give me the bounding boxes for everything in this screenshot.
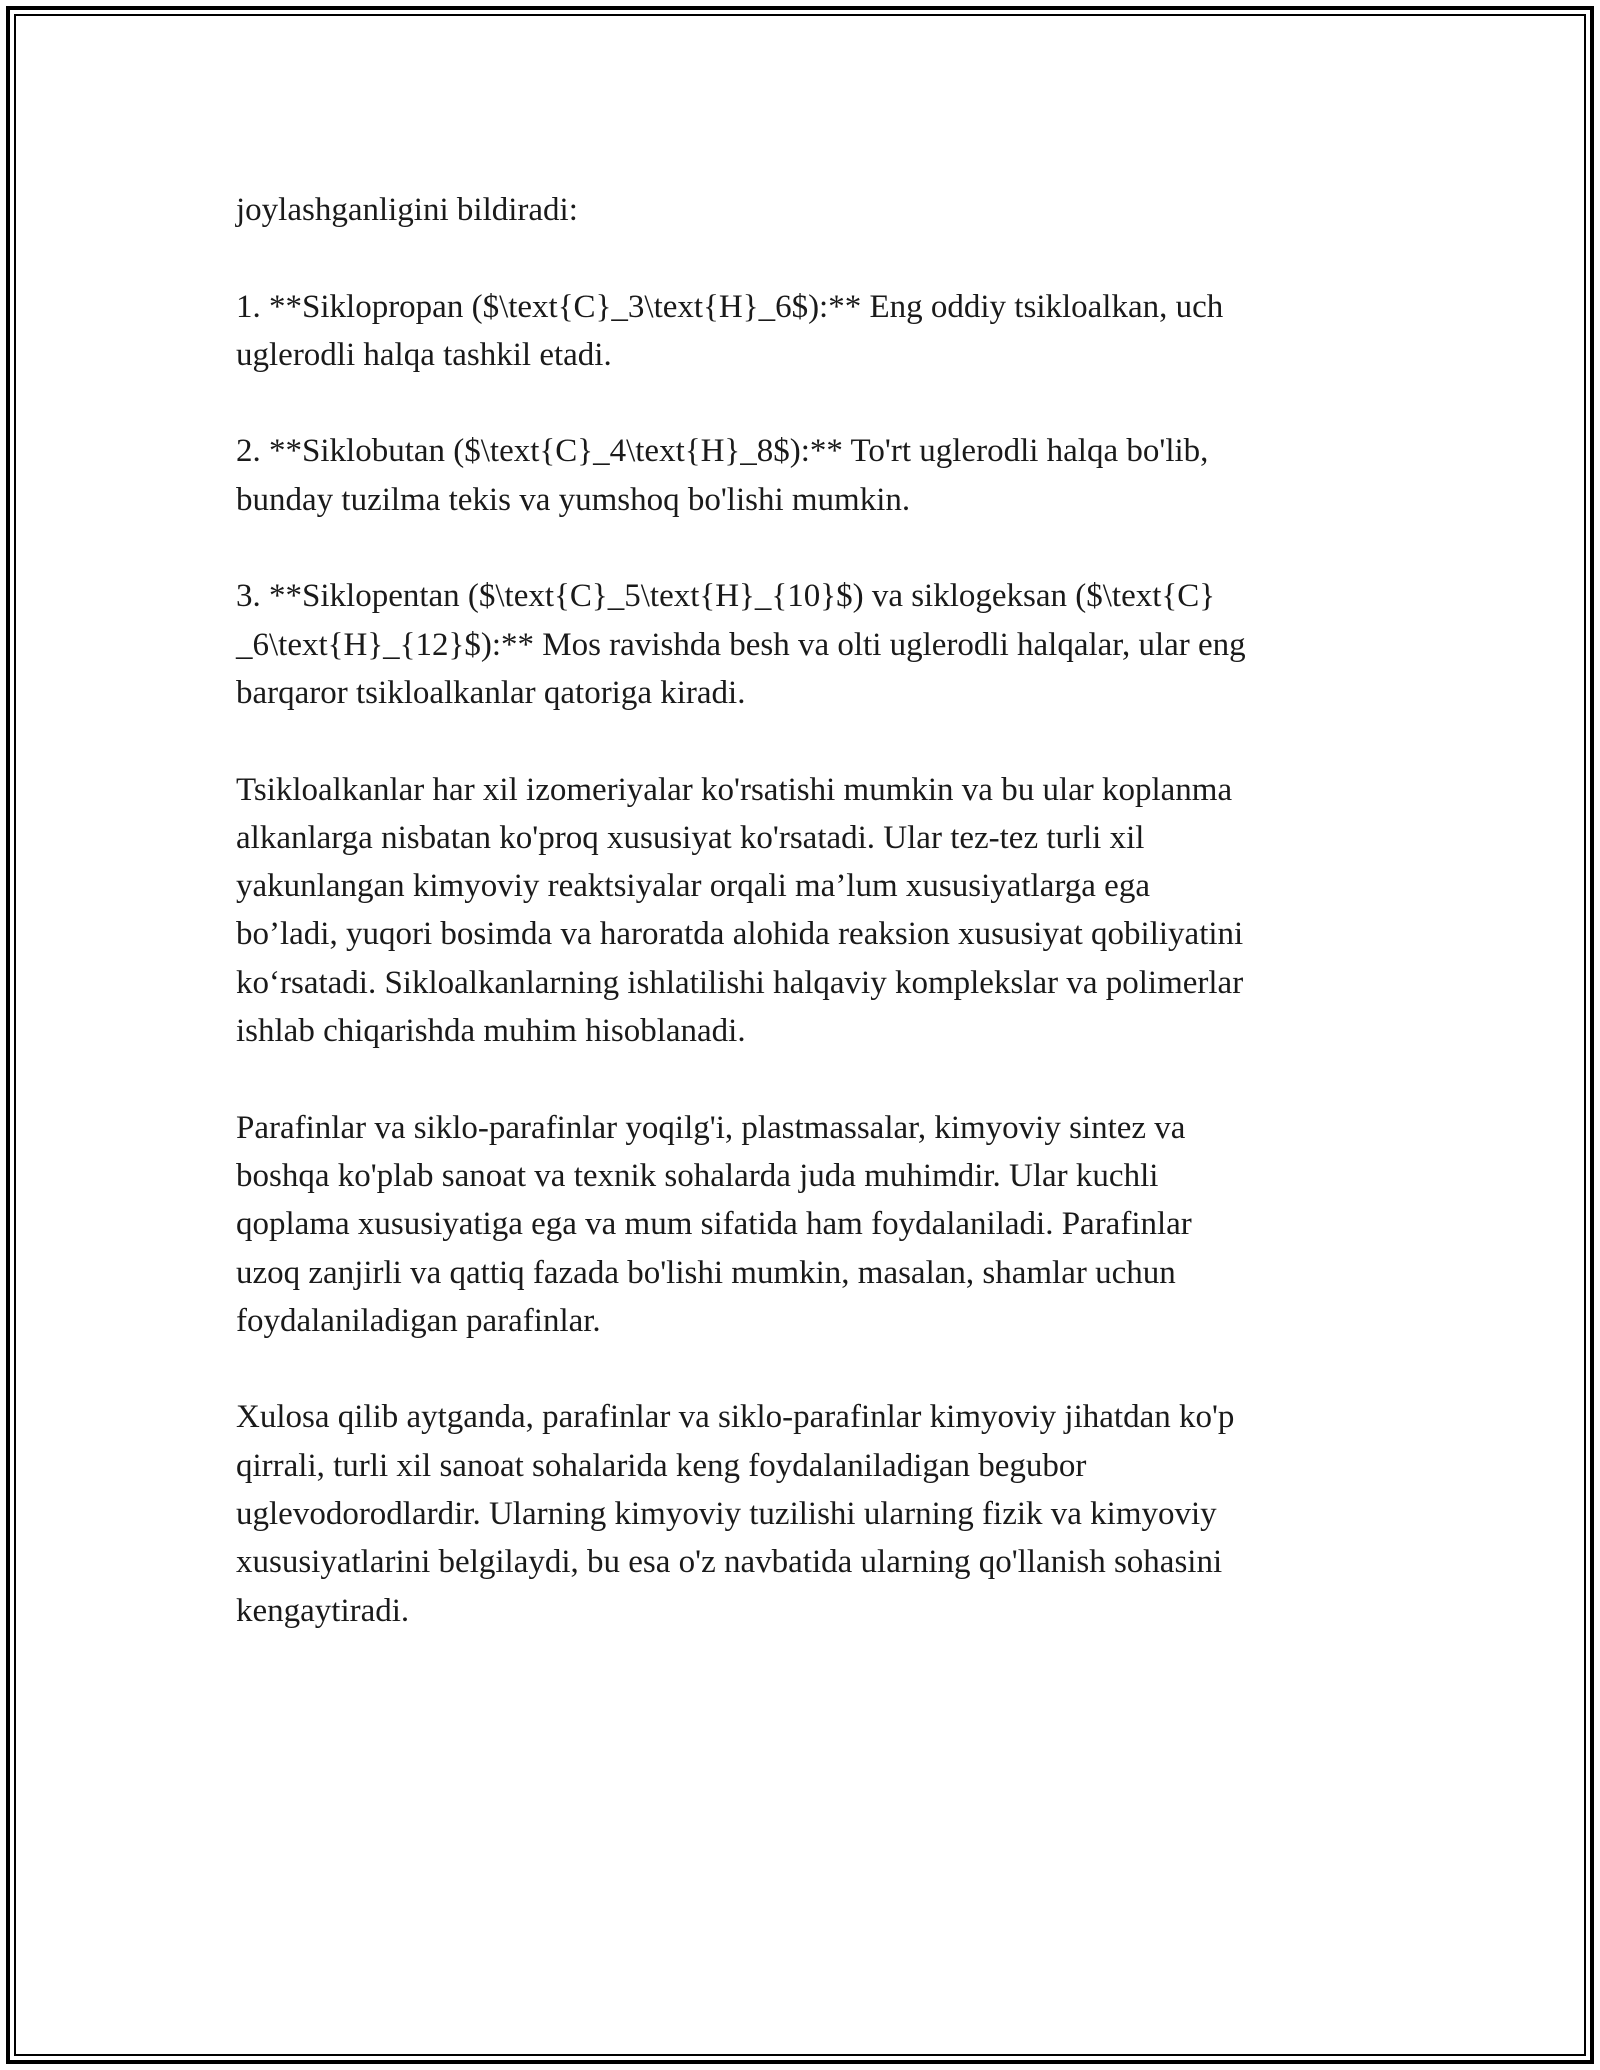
text-line: Parafinlar va siklo-parafinlar yoqilg'i, plastmassalar, kimyoviy sintez va xyxy=(236,1109,1186,1146)
text-line: barqaror tsikloalkanlar qatoriga kiradi. xyxy=(236,674,746,711)
text-line: qirrali, turli xil sanoat sohalarida keng foydalaniladigan begubor xyxy=(236,1447,1087,1484)
text-line: ishlab chiqarishda muhim hisoblanadi. xyxy=(236,1013,746,1050)
text-line: ko‘rsatadi. Sikloalkanlarning ishlatilishi halqaviy komplekslar va polimerlar xyxy=(236,964,1244,1001)
text-line: 1. **Siklopropan ($\text{C}_3\text{H}_6$):** Eng oddiy tsikloalkan, uch xyxy=(236,288,1224,325)
paragraph-intro xyxy=(236,186,1366,234)
text-line: boshqa ko'plab sanoat va texnik sohalarda juda muhimdir. Ular kuchli xyxy=(236,1157,1159,1194)
text-line: _6\text{H}_{12}$):** Mos ravishda besh va olti uglerodli halqalar, ular eng xyxy=(236,626,1246,663)
text-line: xususiyatlarini belgilaydi, bu esa o'z navbatida ularning qo'llanish sohasini xyxy=(236,1544,1223,1581)
text-line: kengaytiradi. xyxy=(236,1592,410,1629)
text-line: uglevodorodlardir. Ularning kimyoviy tuzilishi ularning fizik va kimyoviy xyxy=(236,1496,1217,1533)
text-line: 3. **Siklopentan ($\text{C}_5\text{H}_{10}$) va siklogeksan ($\text{C} xyxy=(236,578,1216,615)
text-line: uzoq zanjirli va qattiq fazada bo'lishi mumkin, masalan, shamlar uchun xyxy=(236,1254,1176,1291)
text-line: yakunlangan kimyoviy reaktsiyalar orqali ma’lum xususiyatlarga ega xyxy=(236,868,1150,905)
list-item-cyclopentane-cyclohexane xyxy=(236,572,1366,717)
text-line: foydalaniladigan parafinlar. xyxy=(236,1302,601,1339)
text-line: Tsikloalkanlar har xil izomeriyalar ko'rsatishi mumkin va bu ular koplanma xyxy=(236,771,1233,808)
text-line: 2. **Siklobutan ($\text{C}_4\text{H}_8$):** To'rt uglerodli halqa bo'lib, xyxy=(236,433,1209,470)
paragraph-conclusion xyxy=(236,1393,1366,1634)
paragraph-paraffins xyxy=(236,1104,1366,1345)
list-item-cyclobutane xyxy=(236,427,1366,524)
paragraph-cycloalkanes xyxy=(236,766,1366,1056)
text-line: qoplama xususiyatiga ega va mum sifatida ham foydalaniladi. Parafinlar xyxy=(236,1206,1192,1243)
text-line: Xulosa qilib aytganda, parafinlar va siklo-parafinlar kimyoviy jihatdan ko'p xyxy=(236,1399,1235,1436)
text-line: joylashganligini bildiradi: xyxy=(236,192,578,228)
text-line: uglerodli halqa tashkil etadi. xyxy=(236,336,612,373)
text-line: bunday tuzilma tekis va yumshoq bo'lishi mumkin. xyxy=(236,481,911,518)
document-body xyxy=(236,186,1366,1683)
text-line: bo’ladi, yuqori bosimda va haroratda alohida reaksion xususiyat qobiliyatini xyxy=(236,916,1244,953)
list-item-cyclopropane xyxy=(236,283,1366,380)
text-line: alkanlarga nisbatan ko'proq xususiyat ko'rsatadi. Ular tez-tez turli xil xyxy=(236,819,1145,856)
